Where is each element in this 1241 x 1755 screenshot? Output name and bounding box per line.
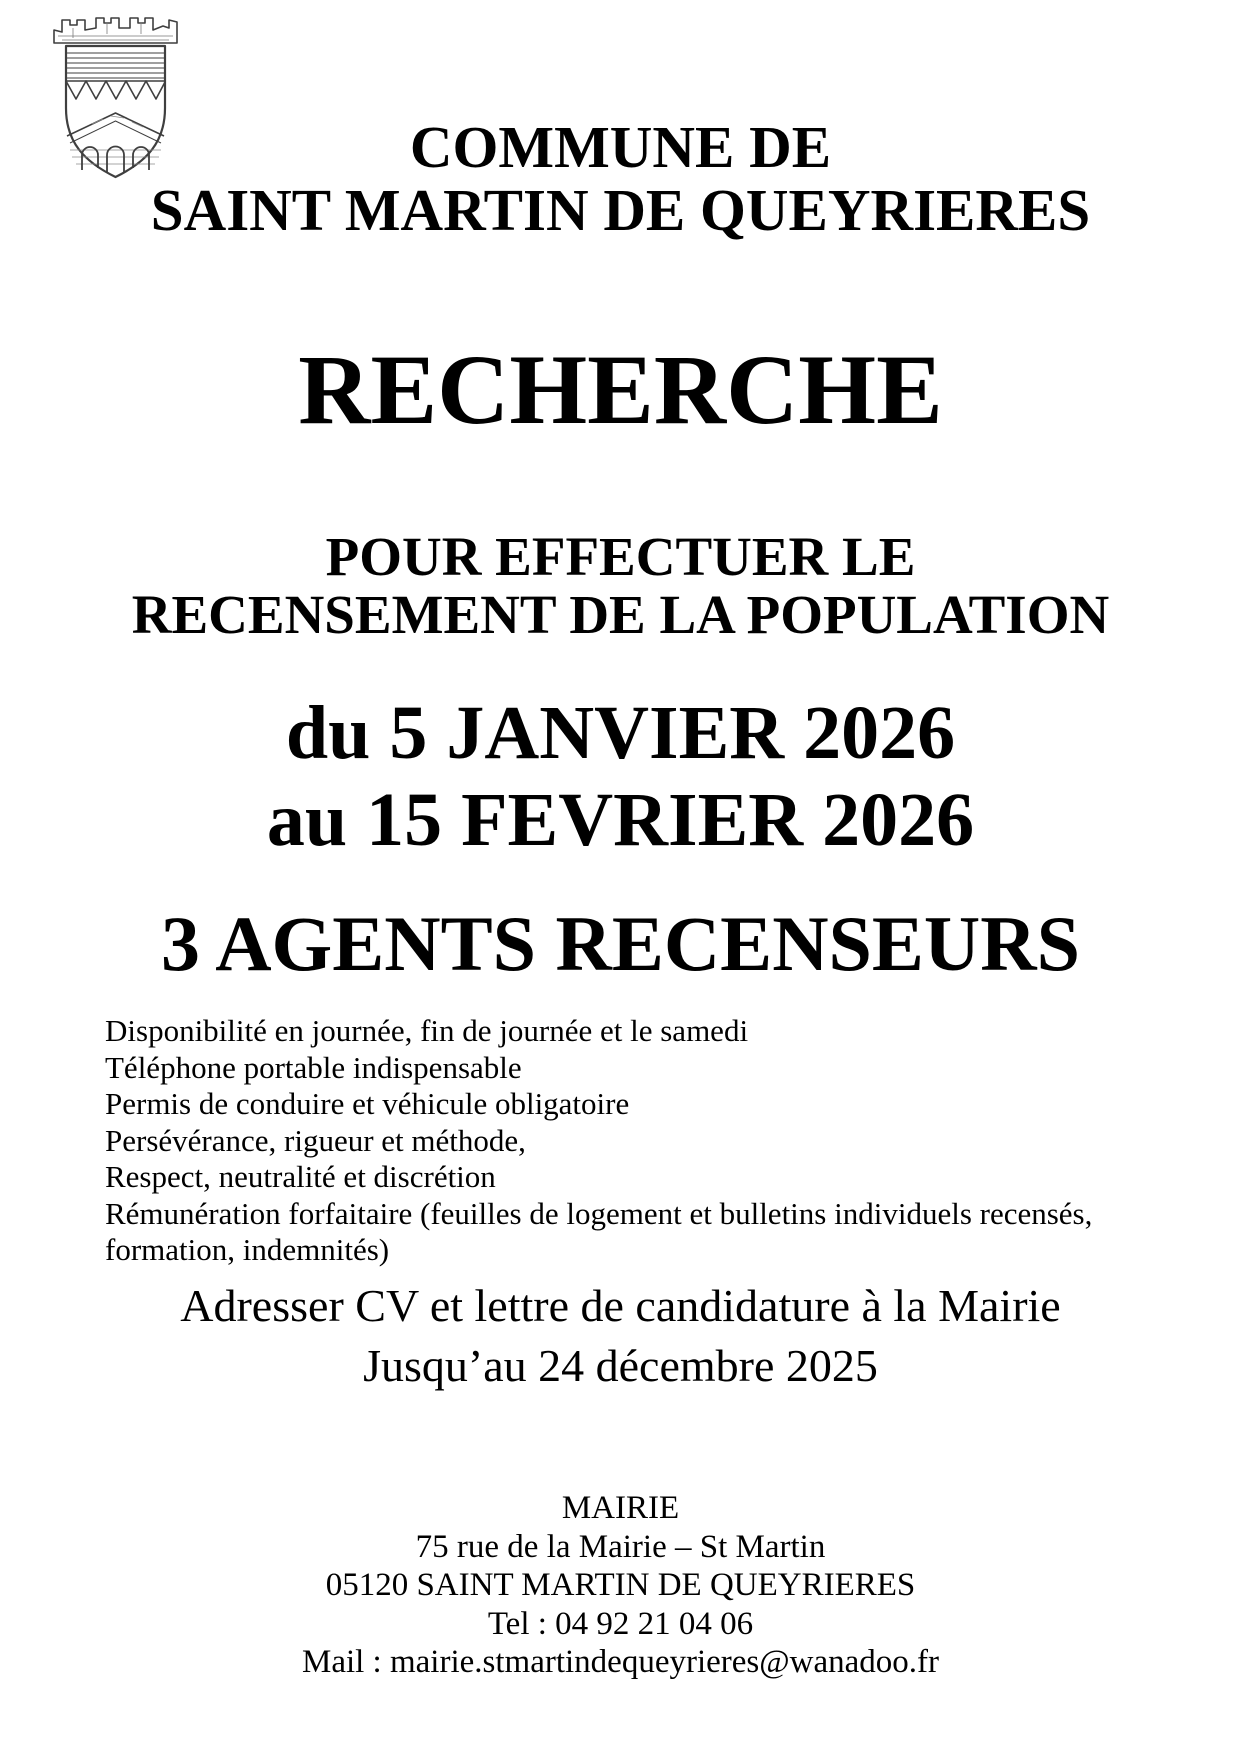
application-instructions — [105, 1276, 1136, 1396]
footer-phone: Tel : 04 92 21 04 06 — [487, 1605, 754, 1642]
requirement-item: Permis de conduire et véhicule obligatoire — [105, 1086, 630, 1122]
footer-name: MAIRIE — [561, 1490, 680, 1526]
requirement-item: Persévérance, rigueur et méthode, — [105, 1122, 526, 1158]
application-deadline: Jusqu’au 24 décembre 2025 — [363, 1339, 878, 1391]
census-start-date: du 5 JANVIER 2026 — [285, 691, 956, 775]
footer-email: Mail : mairie.stmartindequeyrieres@wanadoo.fr — [301, 1644, 939, 1681]
requirement-item: Téléphone portable indispensable — [105, 1049, 522, 1085]
purpose-subtitle — [105, 528, 1136, 645]
contact-footer — [105, 1489, 1136, 1682]
application-line1: Adresser CV et lettre de candidature à la Mairie — [180, 1280, 1061, 1331]
purpose-subtitle-line2: RECENSEMENT DE LA POPULATION — [131, 584, 1110, 646]
page-title: RECHERCHE — [298, 334, 943, 445]
requirement-item: Rémunération forfaitaire (feuilles de logement et bulletins individuels recensés, formation, indemnités) — [105, 1195, 1093, 1268]
purpose-subtitle-line1: POUR EFFECTUER LE — [325, 526, 916, 587]
positions-heading: 3 AGENTS RECENSEURS — [161, 900, 1080, 987]
census-end-date: au 15 FEVRIER 2026 — [266, 778, 975, 863]
requirements-list — [105, 1013, 1136, 1269]
requirement-item: Respect, neutralité et discrétion — [105, 1159, 496, 1195]
commune-header-line1: COMMUNE DE — [409, 114, 832, 180]
commune-header-line2: SAINT MARTIN DE QUEYRIERES — [150, 176, 1091, 243]
footer-address-line2: 05120 SAINT MARTIN DE QUEYRIERES — [325, 1567, 916, 1604]
census-dates — [105, 690, 1136, 865]
requirement-item: Disponibilité en journée, fin de journée et le samedi — [105, 1013, 749, 1048]
footer-address-line1: 75 rue de la Mairie – St Martin — [415, 1528, 826, 1565]
commune-header — [105, 116, 1136, 241]
